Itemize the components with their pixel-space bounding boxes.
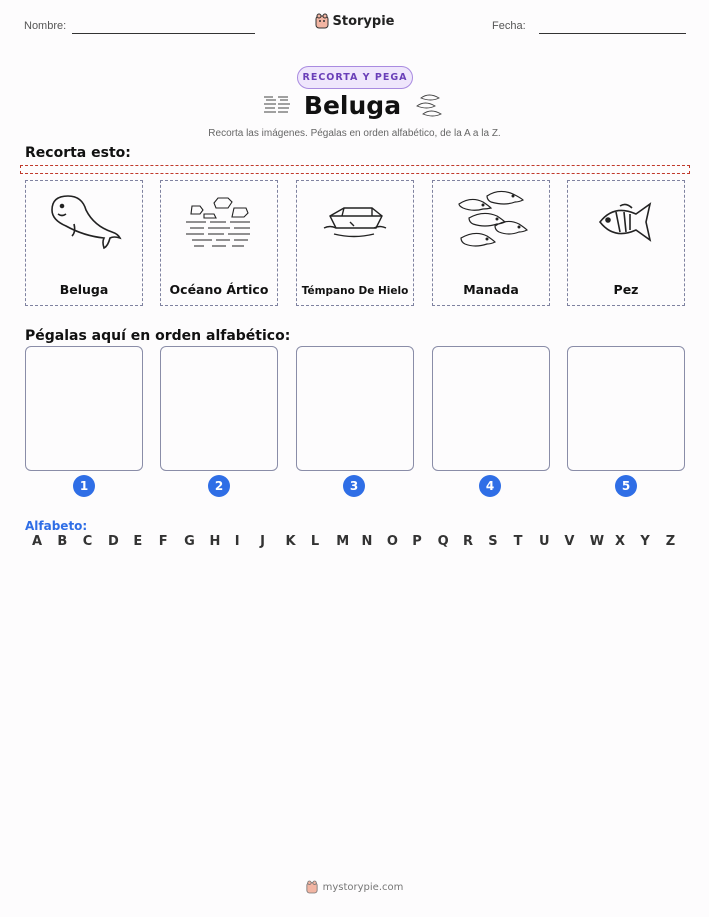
alphabet-letter: O (386, 534, 398, 549)
storypie-mascot-icon (306, 880, 318, 894)
alphabet-letter: Y (640, 534, 650, 549)
alphabet-letter: I (234, 534, 240, 549)
cut-card-beluga[interactable] (25, 180, 143, 306)
title-row (0, 90, 709, 120)
alphabet-letter: D (108, 534, 119, 549)
alphabet-letter: X (615, 534, 626, 549)
cut-card-label: Océano Ártico (169, 282, 269, 297)
activity-badge: RECORTA Y PEGA (297, 66, 413, 89)
brand-name: Storypie (332, 13, 395, 29)
cut-section-label: Recorta esto: (25, 145, 131, 161)
ice-floe-icon (320, 194, 390, 250)
arctic-ocean-icon (262, 93, 292, 117)
alphabet-letter: Q (437, 534, 449, 549)
alphabet-letter: J (260, 534, 265, 549)
arctic-ocean-icon (184, 194, 254, 250)
paste-section-label: Pégalas aquí en orden alfabético: (25, 328, 291, 344)
storypie-mascot-icon (315, 13, 329, 29)
cut-card-ice-floe[interactable] (296, 180, 414, 306)
alphabet-letter: F (158, 534, 168, 549)
number-badge-1: 1 (73, 475, 95, 497)
cut-card-label: Manada (463, 282, 519, 297)
name-label: Nombre: (24, 20, 67, 32)
alphabet-letter: L (310, 534, 320, 549)
number-badge-3: 3 (343, 475, 365, 497)
paste-box-2[interactable] (160, 346, 278, 471)
alphabet-letter: N (361, 534, 373, 549)
cut-card-label: Pez (613, 282, 639, 297)
alphabet-letter: A (32, 534, 43, 549)
alphabet-letter: S (488, 534, 498, 549)
cut-card-label: Témpano De Hielo (301, 285, 409, 297)
alphabet-letter: Z (665, 534, 676, 549)
alphabet-letter: M (336, 534, 350, 549)
number-badge-4: 4 (479, 475, 501, 497)
page-title: Beluga (303, 90, 402, 120)
alphabet-letter: U (539, 534, 550, 549)
alphabet-letter: C (82, 534, 93, 549)
paste-box-1[interactable] (25, 346, 143, 471)
pod-icon (453, 186, 529, 258)
alphabet-letter: B (57, 534, 68, 549)
paste-box-4[interactable] (432, 346, 550, 471)
alphabet-letter: W (589, 534, 605, 549)
beluga-icon (44, 190, 124, 254)
alphabet-letter: E (133, 534, 143, 549)
alphabet-letter: G (184, 534, 195, 549)
cut-card-fish[interactable] (567, 180, 685, 306)
pod-icon (413, 90, 447, 120)
alphabet-letter: R (462, 534, 473, 549)
alphabet-letter: P (412, 534, 422, 549)
alphabet-letter: K (285, 534, 296, 549)
cut-card-pod[interactable] (432, 180, 550, 306)
number-badge-2: 2 (208, 475, 230, 497)
date-label: Fecha: (492, 20, 526, 32)
alphabet-row (24, 534, 684, 550)
paste-box-5[interactable] (567, 346, 685, 471)
alphabet-letter: T (513, 534, 523, 549)
alphabet-label: Alfabeto: (25, 519, 88, 533)
footer (0, 880, 709, 894)
cut-card-arctic-ocean[interactable] (160, 180, 278, 306)
fish-icon (594, 198, 658, 246)
footer-url: mystorypie.com (322, 881, 404, 893)
cut-card-label: Beluga (59, 282, 109, 297)
brand-logo (0, 13, 709, 29)
instructions: Recorta las imágenes. Pégalas en orden alfabético, de la A a la Z. (208, 128, 501, 139)
alphabet-letter: H (209, 534, 221, 549)
cut-line (20, 165, 690, 174)
date-line[interactable] (539, 33, 686, 34)
paste-box-3[interactable] (296, 346, 414, 471)
number-badge-5: 5 (615, 475, 637, 497)
alphabet-letter: V (564, 534, 575, 549)
name-line[interactable] (72, 33, 255, 34)
